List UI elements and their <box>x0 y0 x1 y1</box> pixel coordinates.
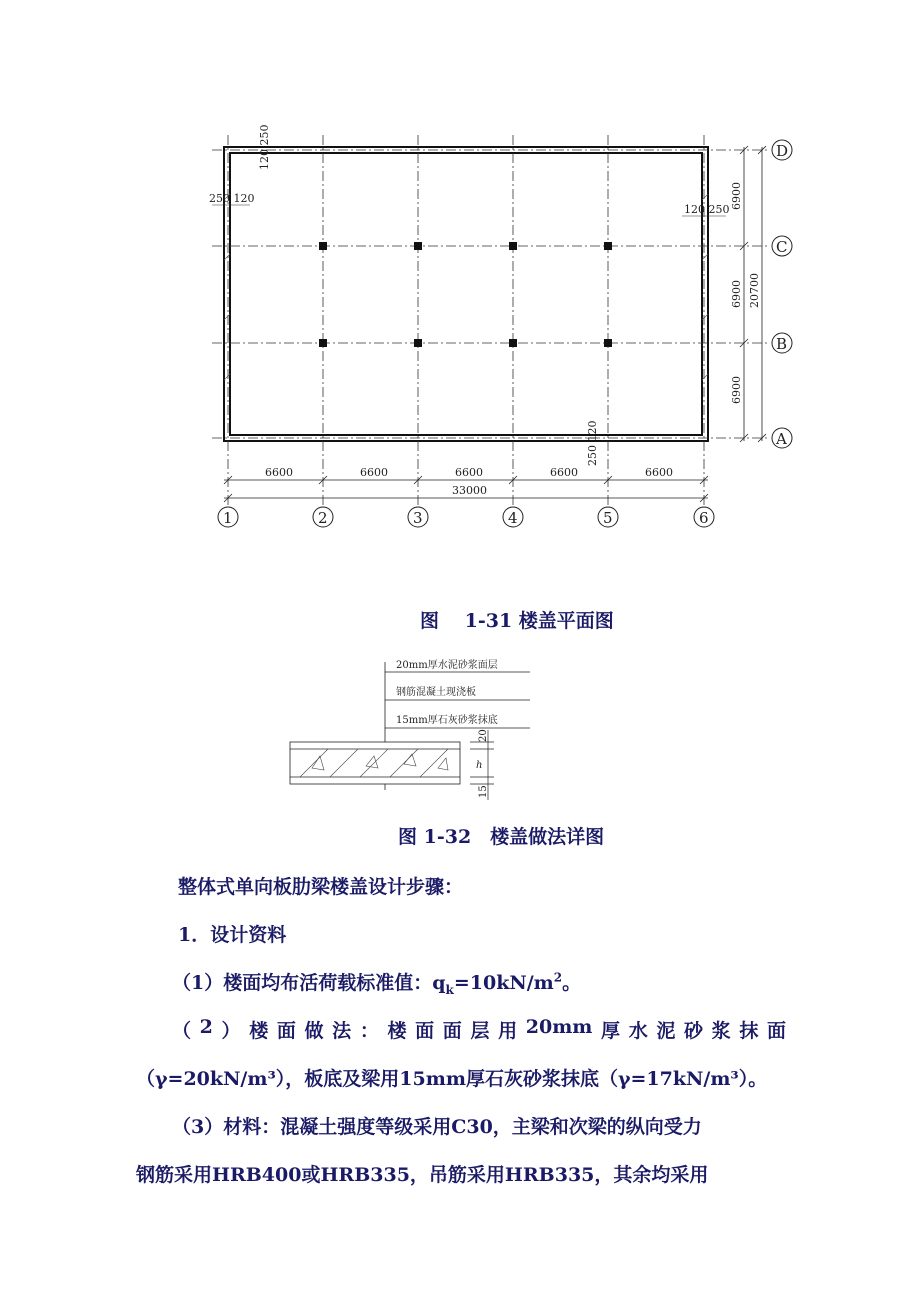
item-1-sub: k <box>445 982 454 997</box>
axis-label-c: C <box>776 238 788 256</box>
layer-dim-h: h <box>476 760 483 771</box>
item-2-char: 泥 <box>656 1020 676 1042</box>
top-wall-dim: 120 250 <box>258 124 271 170</box>
bay-1: 6600 <box>265 466 293 479</box>
total-x: 33000 <box>452 484 487 497</box>
layer-label-2: 钢筋混凝土现浇板 <box>396 687 476 698</box>
item-2-line-1 <box>172 1016 786 1043</box>
item-2-char: 用 <box>498 1020 518 1042</box>
item-1 <box>172 968 581 997</box>
item-2-char: 面 <box>766 1020 786 1042</box>
axis-label-d: D <box>776 142 789 160</box>
axis-label-1: 1 <box>223 509 233 527</box>
item-1-value: =10kN/m <box>453 972 554 994</box>
section-1-title: 1．设计资料 <box>178 924 287 946</box>
item-1-end: 。 <box>562 972 582 994</box>
bottom-wall-dim: 250 120 <box>586 420 599 466</box>
item-2-char: 层 <box>470 1020 490 1042</box>
axis-label-6: 6 <box>699 509 709 527</box>
item-2-char: 浆 <box>711 1020 731 1042</box>
span-total-y: 20700 <box>748 273 761 308</box>
layer-label-1: 20mm厚水泥砂浆面层 <box>396 660 498 671</box>
layer-label-3: 15mm厚石灰砂浆抹底 <box>396 715 498 726</box>
item-2-char: 20mm <box>525 1016 593 1038</box>
axis-label-4: 4 <box>508 509 518 527</box>
item-1-sup: 2 <box>553 970 563 985</box>
layer-dim-15: 15 <box>478 785 489 798</box>
section-heading: 整体式单向板肋梁楼盖设计步骤： <box>178 876 464 898</box>
item-2-char: 水 <box>628 1020 648 1042</box>
item-2-char: 面 <box>442 1020 462 1042</box>
item-2-char: 做 <box>304 1020 324 1042</box>
bay-3: 6600 <box>455 466 483 479</box>
item-2-char: （ <box>172 1020 192 1042</box>
item-2-char: 2 <box>199 1016 213 1038</box>
axis-label-a: A <box>776 430 787 448</box>
item-2-char: ） <box>221 1020 241 1042</box>
item-2-char: 法 <box>332 1020 352 1042</box>
item-2-line-2: （γ=20kN/m³），板底及梁用15mm厚石灰砂浆抹底（γ=17kN/m³）。 <box>136 1068 768 1090</box>
item-2-char: 砂 <box>684 1020 704 1042</box>
span-ba: 6900 <box>730 376 743 404</box>
item-2-char: 面 <box>276 1020 296 1042</box>
item-2-char: 楼 <box>387 1020 407 1042</box>
span-dc: 6900 <box>730 182 743 210</box>
item-2-char: 楼 <box>249 1020 269 1042</box>
axis-label-5: 5 <box>603 509 613 527</box>
right-wall-dim: 120 250 <box>684 203 730 216</box>
item-1-text: （1）楼面均布活荷载标准值：q <box>172 972 446 994</box>
axis-label-2: 2 <box>318 509 328 527</box>
item-2-char: 面 <box>415 1020 435 1042</box>
bay-4: 6600 <box>550 466 578 479</box>
bay-2: 6600 <box>360 466 388 479</box>
item-2-char: 抹 <box>739 1020 759 1042</box>
layer-dim-20: 20 <box>478 729 489 742</box>
span-cb: 6900 <box>730 280 743 308</box>
item-2-char: 厚 <box>601 1020 621 1042</box>
item-3-line-2: 钢筋采用HRB400或HRB335，吊筋采用HRB335，其余均采用 <box>136 1164 709 1186</box>
figure-1-32-caption: 图 1-32 楼盖做法详图 <box>398 826 605 848</box>
axis-label-b: B <box>776 335 788 353</box>
figure-1-31-caption: 图 1-31 楼盖平面图 <box>420 610 614 632</box>
axis-label-3: 3 <box>413 509 423 527</box>
left-wall-dim: 250 120 <box>209 192 255 205</box>
bay-5: 6600 <box>645 466 673 479</box>
item-2-char: ： <box>359 1020 379 1042</box>
item-3-line-1: （3）材料：混凝土强度等级采用C30，主梁和次梁的纵向受力 <box>172 1116 702 1138</box>
